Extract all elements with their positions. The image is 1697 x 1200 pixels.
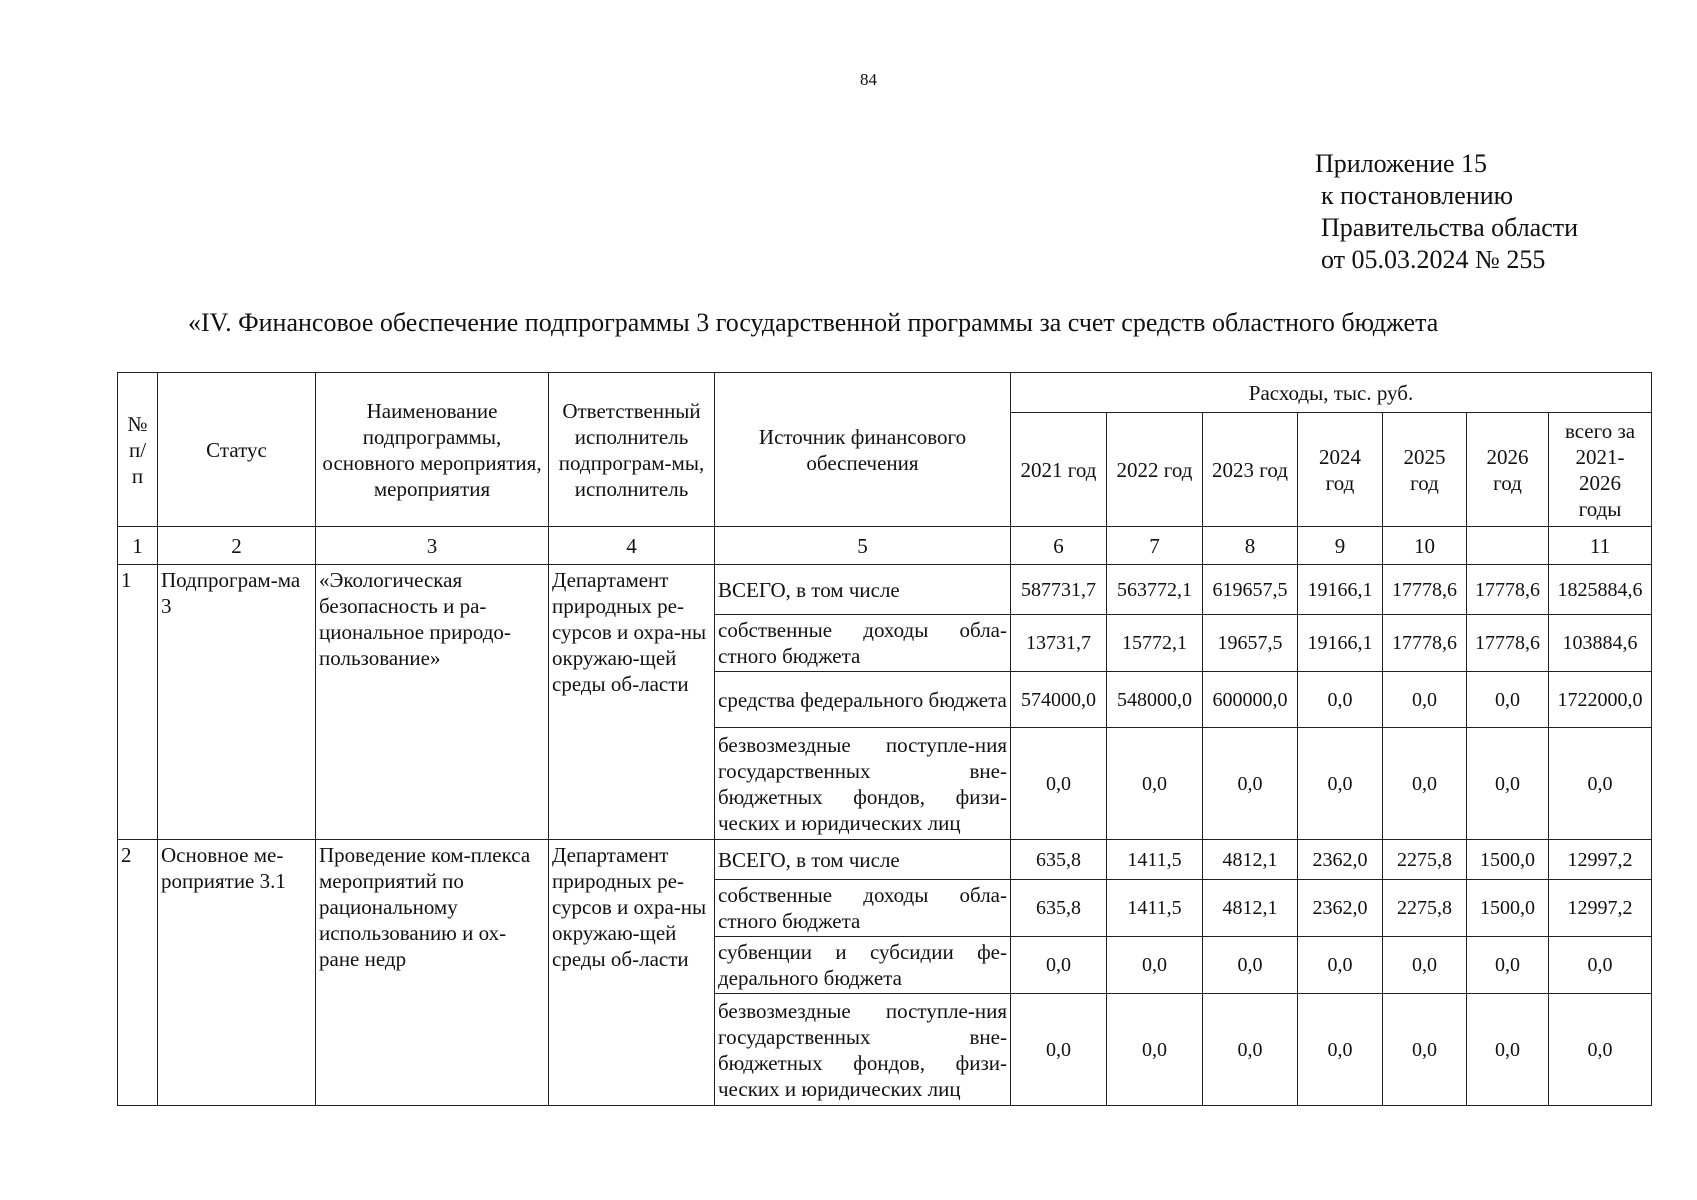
value-2024: 19166,1: [1298, 565, 1383, 615]
value-2025: 0,0: [1383, 672, 1467, 728]
value-2021: 0,0: [1011, 937, 1107, 994]
header-row-1: [118, 373, 1652, 413]
row-number: 1: [118, 565, 158, 840]
value-2023: 0,0: [1203, 937, 1298, 994]
header-status: Статус: [158, 373, 316, 527]
value-2021: 13731,7: [1011, 615, 1107, 672]
row-source: безвозмездные поступле-ния государственных вне-бюджетных фондов, физи-ческих и юридических лиц: [715, 994, 1011, 1106]
value-2026: 1500,0: [1467, 880, 1549, 937]
header-total: всего за 2021-2026 годы: [1549, 413, 1652, 527]
row-source: ВСЕГО, в том числе: [715, 840, 1011, 880]
header-2025: 2025 год: [1383, 413, 1467, 527]
value-2023: 4812,1: [1203, 840, 1298, 880]
row-source: собственные доходы обла-стного бюджета: [715, 880, 1011, 937]
header-num: № п/ п: [118, 373, 158, 527]
index-cell: 5: [715, 527, 1011, 565]
value-2026: 0,0: [1467, 728, 1549, 840]
appendix-line-4: от 05.03.2024 № 255: [1321, 245, 1546, 274]
value-2025: 0,0: [1383, 994, 1467, 1106]
value-2021: 574000,0: [1011, 672, 1107, 728]
header-2023: 2023 год: [1203, 413, 1298, 527]
value-2023: 19657,5: [1203, 615, 1298, 672]
index-cell: 6: [1011, 527, 1107, 565]
value-2025: 2275,8: [1383, 840, 1467, 880]
header-name: Наименование подпрограммы, основного мероприятия, мероприятия: [316, 373, 549, 527]
value-2024: 0,0: [1298, 994, 1383, 1106]
row-source: средства федерального бюджета: [715, 672, 1011, 728]
header-expenses: Расходы, тыс. руб.: [1011, 373, 1652, 413]
value-2022: 15772,1: [1107, 615, 1203, 672]
value-total: 1825884,6: [1549, 565, 1652, 615]
row-name: «Экологическая безопасность и ра-циональное природо-пользование»: [316, 565, 549, 840]
value-2023: 600000,0: [1203, 672, 1298, 728]
table-row: [118, 840, 1652, 880]
row-number: 2: [118, 840, 158, 1106]
row-responsible: Департамент природных ре-сурсов и охра-ны окружаю-щей среды об-ласти: [549, 840, 715, 1106]
index-cell: 4: [549, 527, 715, 565]
value-2026: 0,0: [1467, 994, 1549, 1106]
index-cell: 9: [1298, 527, 1383, 565]
row-source: безвозмездные поступле-ния государственных вне-бюджетных фондов, физи-ческих и юридических лиц: [715, 728, 1011, 840]
value-2021: 0,0: [1011, 728, 1107, 840]
value-total: 0,0: [1549, 728, 1652, 840]
value-total: 0,0: [1549, 994, 1652, 1106]
index-cell: 7: [1107, 527, 1203, 565]
value-2024: 0,0: [1298, 937, 1383, 994]
value-2025: 0,0: [1383, 728, 1467, 840]
index-cell: 2: [158, 527, 316, 565]
header-2022: 2022 год: [1107, 413, 1203, 527]
appendix-line-2: к постановлению: [1321, 181, 1514, 210]
value-2023: 4812,1: [1203, 880, 1298, 937]
value-2025: 17778,6: [1383, 565, 1467, 615]
index-cell: 3: [316, 527, 549, 565]
page-number: 84: [860, 70, 877, 89]
value-2025: 17778,6: [1383, 615, 1467, 672]
value-2023: 0,0: [1203, 728, 1298, 840]
value-2026: 0,0: [1467, 672, 1549, 728]
column-index-row: [118, 527, 1652, 565]
document-title: «IV. Финансовое обеспечение подпрограммы 3 государственной программы за счет средств областного бюджета: [188, 308, 1439, 337]
value-2023: 0,0: [1203, 994, 1298, 1106]
header-2021: 2021 год: [1011, 413, 1107, 527]
header-2024: 2024 год: [1298, 413, 1383, 527]
index-cell: 10: [1383, 527, 1467, 565]
row-source: субвенции и субсидии фе-дерального бюджета: [715, 937, 1011, 994]
appendix-block: [1315, 148, 1578, 276]
value-total: 1722000,0: [1549, 672, 1652, 728]
index-cell: 8: [1203, 527, 1298, 565]
index-cell: [1467, 527, 1549, 565]
value-total: 12997,2: [1549, 880, 1652, 937]
header-responsible: Ответственный исполнитель подпрограм-мы, исполнитель: [549, 373, 715, 527]
index-cell: 11: [1549, 527, 1652, 565]
header-source: Источник финансового обеспечения: [715, 373, 1011, 527]
value-2024: 0,0: [1298, 728, 1383, 840]
row-status: Подпрограм-ма 3: [158, 565, 316, 840]
value-2024: 19166,1: [1298, 615, 1383, 672]
value-2024: 0,0: [1298, 672, 1383, 728]
value-total: 103884,6: [1549, 615, 1652, 672]
value-total: 12997,2: [1549, 840, 1652, 880]
row-source: собственные доходы обла-стного бюджета: [715, 615, 1011, 672]
finance-table: [117, 372, 1652, 1106]
value-2024: 2362,0: [1298, 840, 1383, 880]
value-2026: 17778,6: [1467, 615, 1549, 672]
value-2021: 587731,7: [1011, 565, 1107, 615]
row-status: Основное ме-роприятие 3.1: [158, 840, 316, 1106]
value-2025: 2275,8: [1383, 880, 1467, 937]
row-responsible: Департамент природных ре-сурсов и охра-ны окружаю-щей среды об-ласти: [549, 565, 715, 840]
row-source: ВСЕГО, в том числе: [715, 565, 1011, 615]
value-2026: 17778,6: [1467, 565, 1549, 615]
header-2026: 2026 год: [1467, 413, 1549, 527]
value-2022: 1411,5: [1107, 880, 1203, 937]
value-2022: 548000,0: [1107, 672, 1203, 728]
value-2022: 1411,5: [1107, 840, 1203, 880]
value-2022: 0,0: [1107, 994, 1203, 1106]
value-2021: 0,0: [1011, 994, 1107, 1106]
value-2021: 635,8: [1011, 880, 1107, 937]
table-row: [118, 565, 1652, 615]
index-cell: 1: [118, 527, 158, 565]
value-2026: 0,0: [1467, 937, 1549, 994]
value-2026: 1500,0: [1467, 840, 1549, 880]
appendix-line-1: Приложение 15: [1315, 149, 1488, 178]
value-2024: 2362,0: [1298, 880, 1383, 937]
value-2022: 563772,1: [1107, 565, 1203, 615]
appendix-line-3: Правительства области: [1321, 213, 1579, 242]
value-2023: 619657,5: [1203, 565, 1298, 615]
value-2025: 0,0: [1383, 937, 1467, 994]
value-2022: 0,0: [1107, 728, 1203, 840]
value-2021: 635,8: [1011, 840, 1107, 880]
row-name: Проведение ком-плекса мероприятий по рациональному использованию и ох-ране недр: [316, 840, 549, 1106]
value-total: 0,0: [1549, 937, 1652, 994]
value-2022: 0,0: [1107, 937, 1203, 994]
